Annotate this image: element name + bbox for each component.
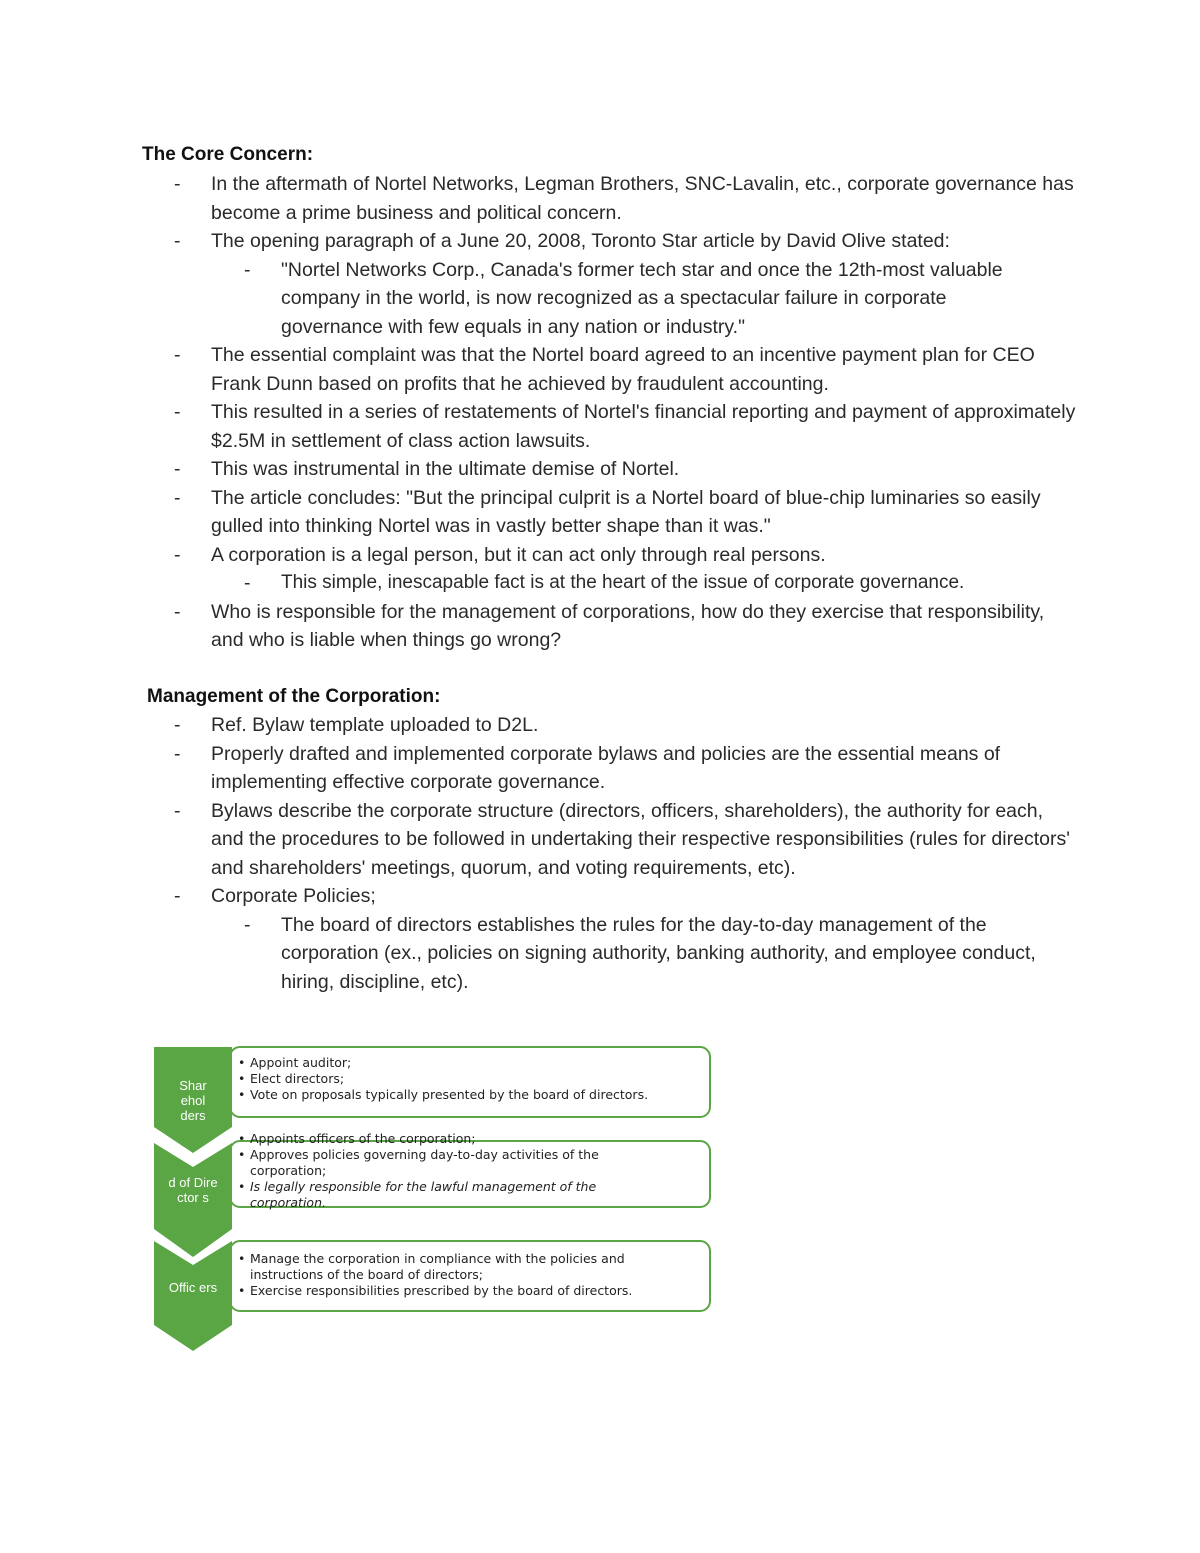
list-item: - Bylaws describe the corporate structure (directors, officers, shareholders), the authority for each, and the procedures to be followed in undertaking their respective responsibilities (rules for directors' and shareholders' meetings, quorum, and voting requirements, etc). [174, 799, 1070, 879]
stage-item: • Manage the corporation in compliance with the policies and instructions of the board of directors; [236, 1251, 676, 1283]
list-item: - The opening paragraph of a June 20, 2008, Toronto Star article by David Olive stated: [174, 230, 950, 252]
stage-item: • Exercise responsibilities prescribed by the board of directors. [236, 1283, 676, 1299]
list-item: - Properly drafted and implemented corporate bylaws and policies are the essential means of implementing effective corporate governance. [174, 742, 1001, 793]
stage-description-shareholders [236, 1055, 701, 1103]
list-item: - In the aftermath of Nortel Networks, Legman Brothers, SNC-Lavalin, etc., corporate governance has become a prime business and political concern. [174, 173, 1074, 224]
core-concern-list [142, 170, 1082, 655]
stage-description-officers [236, 1251, 676, 1299]
list-item: - "Nortel Networks Corp., Canada's former tech star and once the 12th-most valuable company in the world, is now recognized as a spectacular failure in corporate governance with few equals in any nation or industry." [244, 258, 1003, 338]
list-item: - The article concludes: "But the principal culprit is a Nortel board of blue-chip luminaries so easily gulled into thinking Nortel was in vastly better shape than it was." [174, 486, 1041, 537]
chevron-shape [154, 1241, 232, 1351]
section-heading-core-concern: The Core Concern: [142, 144, 314, 165]
stage-label-officers: Offic ers [168, 1280, 218, 1295]
list-item: - A corporation is a legal person, but it can act only through real persons. [174, 543, 826, 566]
list-item: - The essential complaint was that the Nortel board agreed to an incentive payment plan for CEO Frank Dunn based on profits that he achieved by fraudulent accounting. [174, 344, 1035, 395]
stage-label-board-of-directors: d of Dire ctor s [168, 1175, 218, 1205]
stage-label-shareholders: Shar ehol ders [179, 1078, 207, 1123]
list-item: - The board of directors establishes the rules for the day-to-day management of the corporation (ex., policies on signing authority, banking authority, and employee conduct, hiring, discipline, etc). [244, 913, 1036, 993]
stage-item: • Is legally responsible for the lawful management of the corporation. [236, 1179, 656, 1211]
stage-item: • Elect directors; [236, 1071, 701, 1087]
list-item: - Ref. Bylaw template uploaded to D2L. [174, 714, 539, 736]
section-heading-management: Management of the Corporation: [147, 686, 441, 707]
list-item: - This was instrumental in the ultimate demise of Nortel. [174, 458, 680, 480]
stage-item: • Approves policies governing day-to-day activities of the corporation; [236, 1147, 656, 1179]
list-item: - This resulted in a series of restatements of Nortel's financial reporting and payment of approximately $2.5M in settlement of class action lawsuits. [174, 401, 1076, 452]
stage-item: • Appoint auditor; [236, 1055, 701, 1071]
governance-diagram [150, 1045, 715, 1355]
stage-item: • Appoints officers of the corporation; [236, 1131, 656, 1147]
list-item: - Corporate Policies; [174, 885, 376, 907]
list-item: - Who is responsible for the management of corporations, how do they exercise that responsibility, and who is liable when things go wrong? [174, 600, 1045, 651]
stage-item: • Vote on proposals typically presented by the board of directors. [236, 1087, 701, 1103]
management-list [142, 711, 1072, 996]
list-item: - This simple, inescapable fact is at the heart of the issue of corporate governance. [244, 572, 965, 594]
stage-description-board-of-directors [236, 1131, 656, 1211]
